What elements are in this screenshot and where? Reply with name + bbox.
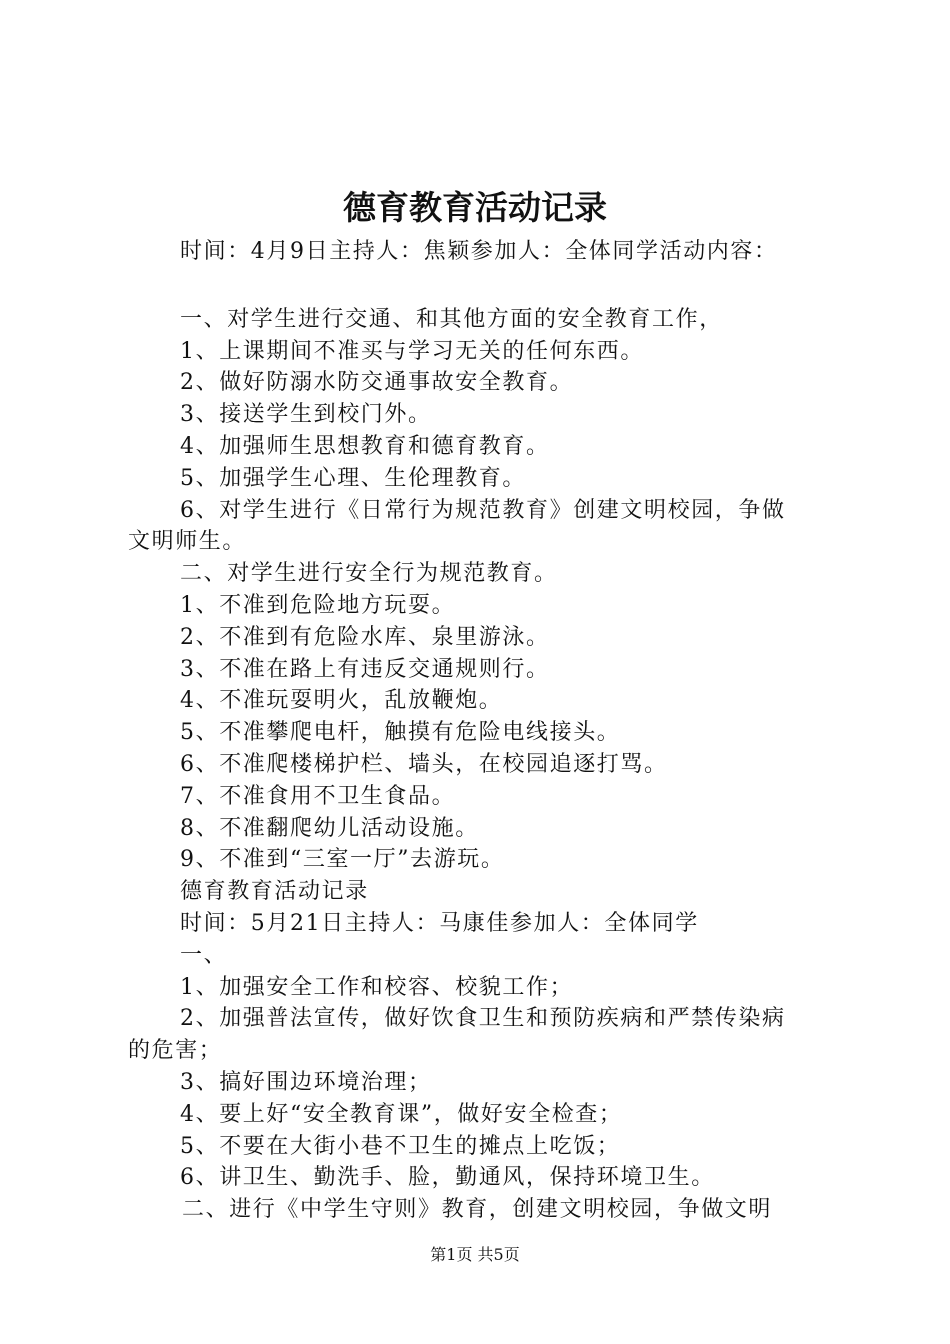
list-item: 2、加强普法宣传，做好饮食卫生和预防疾病和严禁传染病 [180, 1006, 786, 1032]
paragraph-gap [128, 268, 833, 304]
list-item-continuation: 的危害； [128, 1038, 223, 1064]
list-item-continuation: 文明师生。 [128, 529, 247, 555]
list-item: 2、不准到有危险水库、泉里游泳。 [180, 624, 550, 650]
meeting-info-line: 时间：5月21日主持人：马康佳参加人：全体同学 [180, 910, 699, 936]
list-item: 6、对学生进行《日常行为规范教育》创建文明校园，争做 [180, 497, 786, 523]
section-heading: 一、 [180, 942, 228, 968]
page-number: 第1页 共5页 [430, 1245, 520, 1264]
document-title: 德育教育活动记录 [343, 188, 607, 227]
second-record-title: 德育教育活动记录 [180, 879, 369, 905]
list-item: 4、加强师生思想教育和德育教育。 [180, 433, 550, 459]
section-heading: 二、进行《中学生守则》教育，创建文明校园，争做文明 [182, 1197, 773, 1223]
list-item: 5、不准攀爬电杆，触摸有危险电线接头。 [180, 720, 621, 746]
meeting-info-line: 时间：4月9日主持人：焦颖参加人：全体同学活动内容： [180, 239, 778, 264]
list-item: 3、搞好围边环境治理； [180, 1069, 432, 1095]
list-item: 8、不准翻爬幼儿活动设施。 [180, 815, 479, 841]
list-item: 6、讲卫生、勤洗手、脸，勤通风，保持环境卫生。 [180, 1165, 715, 1191]
list-item: 9、不准到“三室一厅”去游玩。 [180, 847, 505, 873]
list-item: 3、不准在路上有违反交通规则行。 [180, 656, 550, 682]
section-heading: 二、对学生进行安全行为规范教育。 [180, 561, 558, 587]
list-item: 5、加强学生心理、生伦理教育。 [180, 465, 526, 491]
list-item: 2、做好防溺水防交通事故安全教育。 [180, 370, 574, 396]
section-heading: 一、对学生进行交通、和其他方面的安全教育工作， [180, 306, 723, 332]
document-body [128, 236, 833, 1226]
list-item: 1、上课期间不准买与学习无关的任何东西。 [180, 338, 644, 364]
list-item: 7、不准食用不卫生食品。 [180, 783, 456, 809]
list-item: 1、不准到危险地方玩耍。 [180, 592, 456, 618]
list-item: 6、不准爬楼梯护栏、墙头，在校园追逐打骂。 [180, 751, 668, 777]
list-item: 5、不要在大街小巷不卫生的摊点上吃饭； [180, 1133, 621, 1159]
list-item: 4、不准玩耍明火，乱放鞭炮。 [180, 688, 503, 714]
list-item: 1、加强安全工作和校容、校貌工作； [180, 974, 574, 1000]
list-item: 3、接送学生到校门外。 [180, 402, 432, 428]
list-item: 4、要上好“安全教育课”，做好安全检查； [180, 1101, 623, 1127]
